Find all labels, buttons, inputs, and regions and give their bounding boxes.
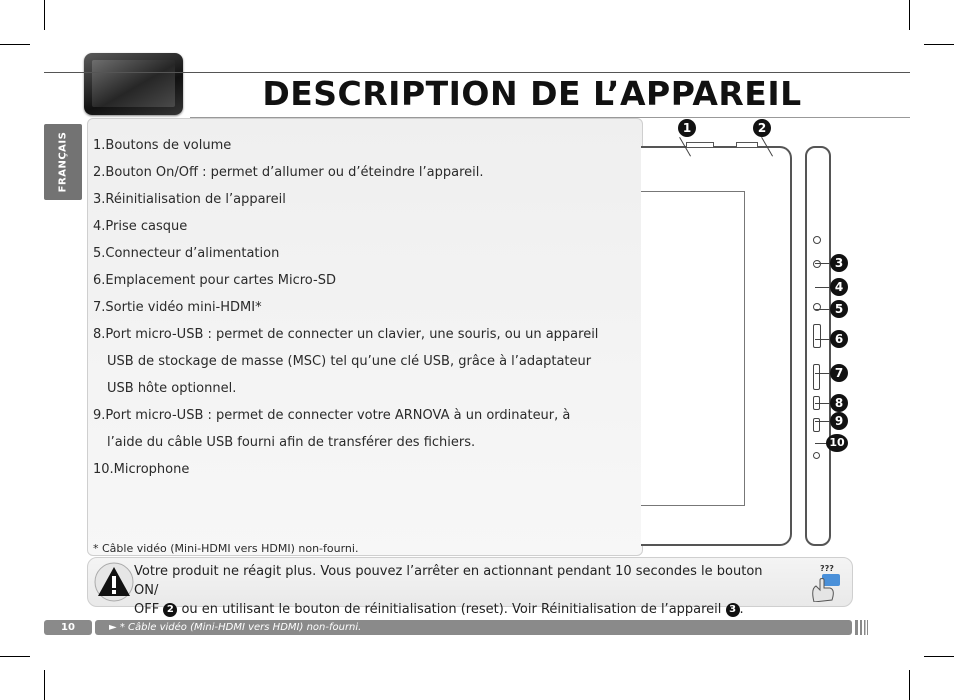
power-button-drawing — [736, 142, 758, 147]
title-rule-top — [44, 72, 910, 73]
reset-hole — [813, 236, 821, 244]
page-number: 10 — [44, 620, 92, 635]
warning-text-part: Votre produit ne réagit plus. Vous pouvez l’arrêter en actionnant pendant 10 secondes le bouton ON/ — [134, 564, 763, 598]
list-item: 7.Sortie vidéo mini-HDMI* — [93, 300, 262, 315]
footnote: * Câble vidéo (Mini-HDMI vers HDMI) non-fourni. — [93, 542, 359, 555]
callout-badge: 5 — [830, 300, 848, 318]
list-item-line: USB de stockage de masse (MSC) tel qu’une clé USB, grâce à l’adaptateur — [107, 354, 592, 369]
warning-text-part: . — [739, 602, 744, 617]
crop-mark — [44, 0, 45, 30]
warning-text — [134, 562, 764, 619]
list-item-line: 9.Port micro-USB : permet de connecter votre ARNOVA à un ordinateur, à — [93, 408, 571, 423]
device-screen-outline — [641, 191, 745, 506]
inline-callout-badge: 3 — [726, 603, 740, 617]
list-item-line: USB hôte optionnel. — [107, 381, 237, 396]
list-item-line: l’aide du câble USB fourni afin de transférer des fichiers. — [107, 435, 476, 450]
mini-hdmi-port — [813, 364, 820, 390]
list-item: 10.Microphone — [93, 462, 190, 477]
warning-icon — [94, 562, 134, 602]
callout-badge: 8 — [830, 394, 848, 412]
inline-callout-badge: 2 — [163, 603, 177, 617]
footer-text: ► * Câble vidéo (Mini-HDMI vers HDMI) non-fourni. — [109, 622, 362, 633]
callout-badge: 1 — [678, 119, 696, 137]
callout-badge: 2 — [753, 119, 771, 137]
language-tab-label: FRANÇAIS — [57, 131, 69, 193]
callout-badge: 3 — [830, 254, 848, 272]
footer-bar — [95, 620, 852, 635]
list-item: 5.Connecteur d’alimentation — [93, 246, 280, 261]
device-front-illustration — [641, 146, 792, 546]
description-panel — [87, 118, 643, 556]
callout-leader — [815, 421, 831, 422]
callout-leader — [815, 309, 831, 310]
warning-text-part: ou en utilisant le bouton de réinitialisation (reset). Voir Réinitialisation de l’appareil — [177, 602, 722, 617]
help-icon-label: ??? — [820, 564, 834, 573]
crop-mark — [924, 656, 954, 657]
volume-button-drawing — [686, 142, 714, 147]
callout-badge: 10 — [826, 434, 848, 452]
microsd-slot — [813, 324, 821, 348]
device-side-illustration — [805, 146, 831, 546]
callout-leader — [815, 339, 831, 340]
crop-mark — [909, 0, 910, 30]
help-icon — [806, 564, 846, 602]
crop-mark — [909, 670, 910, 700]
page-title: DESCRIPTION DE L’APPAREIL — [262, 74, 802, 113]
list-item: 1.Boutons de volume — [93, 138, 232, 153]
language-tab — [44, 124, 82, 200]
crop-mark — [924, 44, 954, 45]
list-item: 3.Réinitialisation de l’appareil — [93, 192, 286, 207]
callout-leader — [815, 287, 831, 288]
microphone-hole — [813, 452, 820, 459]
callout-leader — [815, 263, 831, 264]
callout-badge: 4 — [830, 278, 848, 296]
feature-list — [88, 119, 642, 483]
list-item: 4.Prise casque — [93, 219, 188, 234]
callout-leader — [815, 403, 831, 404]
list-item-line: 8.Port micro-USB : permet de connecter un clavier, une souris, ou un appareil — [93, 327, 599, 342]
callout-leader — [815, 373, 831, 374]
crop-mark — [44, 670, 45, 700]
tablet-thumbnail-image — [84, 53, 183, 115]
warning-text-part: OFF — [134, 602, 160, 617]
headphone-jack — [813, 260, 821, 268]
callout-badge: 7 — [830, 364, 848, 382]
list-item — [93, 402, 642, 456]
list-item: 2.Bouton On/Off : permet d’allumer ou d’éteindre l’appareil. — [93, 165, 484, 180]
end-bars-icon — [855, 619, 871, 636]
warning-panel — [87, 557, 853, 617]
crop-mark — [0, 44, 30, 45]
callout-badge: 6 — [830, 330, 848, 348]
list-item: 6.Emplacement pour cartes Micro-SD — [93, 273, 336, 288]
callout-badge: 9 — [830, 412, 848, 430]
list-item — [93, 321, 642, 402]
crop-mark — [0, 656, 30, 657]
